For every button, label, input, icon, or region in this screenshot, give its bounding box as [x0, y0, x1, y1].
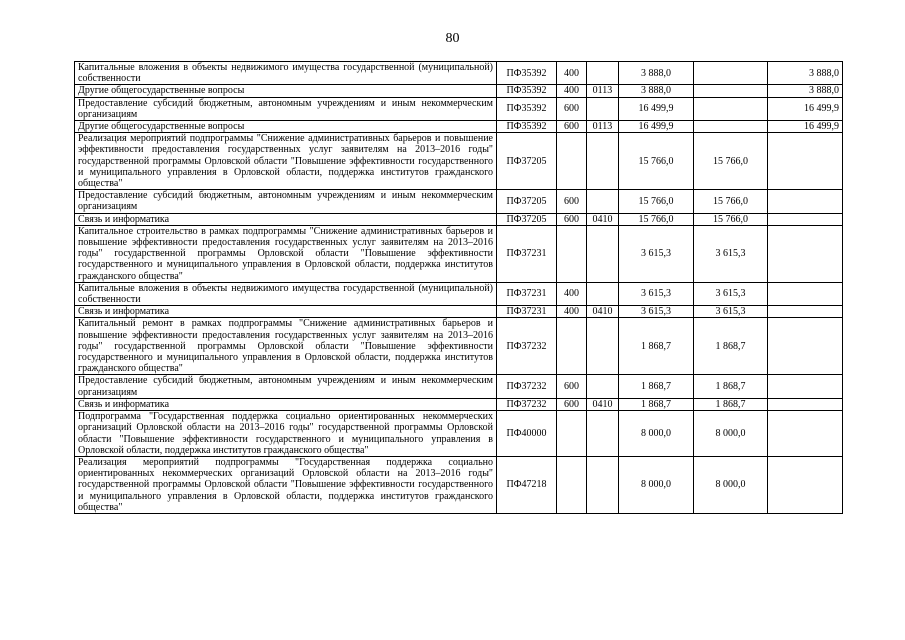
row-target-code: ПФ37232 [497, 375, 557, 398]
row-expense-type: 600 [557, 121, 587, 133]
row-amount-col7 [768, 398, 843, 410]
table-row [75, 306, 843, 318]
row-amount-col6: 8 000,0 [694, 411, 768, 457]
row-expense-type: 400 [557, 282, 587, 305]
row-total: 3 615,3 [619, 306, 694, 318]
row-section-code: 0410 [587, 398, 619, 410]
row-name: Предоставление субсидий бюджетным, автономным учреждениям и иным некоммерческим организациям [75, 375, 497, 398]
row-target-code: ПФ35392 [497, 97, 557, 120]
row-target-code: ПФ35392 [497, 85, 557, 97]
row-target-code: ПФ35392 [497, 62, 557, 85]
table-row [75, 133, 843, 190]
row-total: 8 000,0 [619, 456, 694, 513]
row-amount-col6: 3 615,3 [694, 225, 768, 282]
budget-table [74, 61, 843, 514]
table-row [75, 97, 843, 120]
row-target-code: ПФ37232 [497, 318, 557, 375]
row-amount-col7: 16 499,9 [768, 97, 843, 120]
row-amount-col6 [694, 62, 768, 85]
row-total: 3 888,0 [619, 85, 694, 97]
row-total: 3 615,3 [619, 282, 694, 305]
page-number: 80 [445, 31, 460, 46]
row-total: 15 766,0 [619, 190, 694, 213]
row-amount-col7 [768, 456, 843, 513]
row-amount-col6: 1 868,7 [694, 398, 768, 410]
table-body [75, 62, 843, 514]
row-section-code [587, 318, 619, 375]
row-target-code: ПФ35392 [497, 121, 557, 133]
table-row [75, 190, 843, 213]
row-total: 16 499,9 [619, 97, 694, 120]
row-name: Предоставление субсидий бюджетным, автономным учреждениям и иным некоммерческим организациям [75, 97, 497, 120]
table-row [75, 213, 843, 225]
row-section-code: 0410 [587, 306, 619, 318]
row-target-code: ПФ47218 [497, 456, 557, 513]
row-amount-col6: 3 615,3 [694, 282, 768, 305]
row-expense-type [557, 225, 587, 282]
row-target-code: ПФ37205 [497, 213, 557, 225]
row-section-code [587, 225, 619, 282]
table-row [75, 225, 843, 282]
row-amount-col6: 8 000,0 [694, 456, 768, 513]
row-name: Другие общегосударственные вопросы [75, 85, 497, 97]
row-total: 15 766,0 [619, 213, 694, 225]
table-row [75, 318, 843, 375]
row-name: Капитальный ремонт в рамках подпрограммы "Снижение административных барьеров и повышение эффективности предоставления государственных услуг заявителям на 2013–2016 годы" государственной программы Орловской области "Повышение эффективности государственного и муниципального управления в Орловской области, поддержка институтов гражданского общества" [75, 318, 497, 375]
row-amount-col7 [768, 133, 843, 190]
row-name: Связь и информатика [75, 213, 497, 225]
row-expense-type: 600 [557, 97, 587, 120]
row-amount-col7 [768, 411, 843, 457]
row-amount-col6: 1 868,7 [694, 318, 768, 375]
row-section-code: 0410 [587, 213, 619, 225]
row-expense-type: 600 [557, 375, 587, 398]
row-amount-col6: 1 868,7 [694, 375, 768, 398]
row-total: 1 868,7 [619, 375, 694, 398]
row-name: Капитальные вложения в объекты недвижимого имущества государственной (муниципальной) собственности [75, 62, 497, 85]
row-amount-col6 [694, 97, 768, 120]
row-amount-col7 [768, 282, 843, 305]
row-expense-type [557, 133, 587, 190]
row-total: 8 000,0 [619, 411, 694, 457]
row-expense-type: 600 [557, 190, 587, 213]
row-expense-type [557, 318, 587, 375]
row-amount-col7 [768, 306, 843, 318]
table-row [75, 411, 843, 457]
row-target-code: ПФ37232 [497, 398, 557, 410]
row-section-code [587, 411, 619, 457]
row-total: 1 868,7 [619, 318, 694, 375]
row-name: Капитальные вложения в объекты недвижимого имущества государственной (муниципальной) собственности [75, 282, 497, 305]
row-name: Капитальное строительство в рамках подпрограммы "Снижение административных барьеров и повышение эффективности предоставления государственных услуг заявителям на 2013–2016 годы" государственной программы Орловской области "Повышение эффективности государственного и муниципального управления в Орловской области, поддержка институтов гражданского общества" [75, 225, 497, 282]
table-row [75, 456, 843, 513]
table-row [75, 282, 843, 305]
row-target-code: ПФ37231 [497, 225, 557, 282]
row-amount-col6: 15 766,0 [694, 213, 768, 225]
row-target-code: ПФ37231 [497, 306, 557, 318]
row-section-code [587, 375, 619, 398]
row-section-code [587, 62, 619, 85]
row-expense-type: 400 [557, 85, 587, 97]
row-expense-type: 400 [557, 62, 587, 85]
row-name: Другие общегосударственные вопросы [75, 121, 497, 133]
row-expense-type [557, 456, 587, 513]
row-expense-type: 600 [557, 213, 587, 225]
row-expense-type [557, 411, 587, 457]
row-section-code: 0113 [587, 121, 619, 133]
row-section-code [587, 133, 619, 190]
row-amount-col6 [694, 121, 768, 133]
row-amount-col7 [768, 190, 843, 213]
row-name: Подпрограмма "Государственная поддержка социально ориентированных некоммерческих организаций Орловской области на 2013–2016 годы" государственной программы Орловской области "Повышение эффективности государственного и муниципального управления в Орловской области, поддержка институтов гражданского общества" [75, 411, 497, 457]
row-amount-col6: 15 766,0 [694, 133, 768, 190]
row-total: 3 615,3 [619, 225, 694, 282]
row-section-code [587, 282, 619, 305]
row-name: Реализация мероприятий подпрограммы "Государственная поддержка социально ориентированных некоммерческих организаций Орловской области на 2013–2016 годы" государственной программы Орловской области "Повышение эффективности государственного и муниципального управления в Орловской области, поддержка институтов гражданского общества" [75, 456, 497, 513]
row-section-code [587, 97, 619, 120]
row-target-code: ПФ37205 [497, 190, 557, 213]
table-row [75, 375, 843, 398]
row-expense-type: 400 [557, 306, 587, 318]
row-amount-col7 [768, 375, 843, 398]
row-name: Предоставление субсидий бюджетным, автономным учреждениям и иным некоммерческим организациям [75, 190, 497, 213]
row-expense-type: 600 [557, 398, 587, 410]
row-total: 1 868,7 [619, 398, 694, 410]
row-name: Связь и информатика [75, 306, 497, 318]
row-target-code: ПФ37231 [497, 282, 557, 305]
row-amount-col7: 16 499,9 [768, 121, 843, 133]
row-amount-col7 [768, 225, 843, 282]
row-total: 15 766,0 [619, 133, 694, 190]
row-section-code [587, 190, 619, 213]
row-amount-col6 [694, 85, 768, 97]
row-amount-col7 [768, 318, 843, 375]
row-target-code: ПФ40000 [497, 411, 557, 457]
row-amount-col7 [768, 213, 843, 225]
table-row [75, 121, 843, 133]
row-amount-col7: 3 888,0 [768, 62, 843, 85]
row-target-code: ПФ37205 [497, 133, 557, 190]
row-amount-col6: 15 766,0 [694, 190, 768, 213]
row-section-code [587, 456, 619, 513]
row-section-code: 0113 [587, 85, 619, 97]
row-total: 3 888,0 [619, 62, 694, 85]
row-name: Связь и информатика [75, 398, 497, 410]
row-name: Реализация мероприятий подпрограммы "Снижение административных барьеров и повышение эффективности предоставления государственных услуг заявителям на 2013–2016 годы" государственной программы Орловской области "Повышение эффективности государственного и муниципального управления в Орловской области, поддержка институтов гражданского общества" [75, 133, 497, 190]
table-row [75, 398, 843, 410]
row-amount-col6: 3 615,3 [694, 306, 768, 318]
row-amount-col7: 3 888,0 [768, 85, 843, 97]
table-row [75, 85, 843, 97]
row-total: 16 499,9 [619, 121, 694, 133]
table-row [75, 62, 843, 85]
